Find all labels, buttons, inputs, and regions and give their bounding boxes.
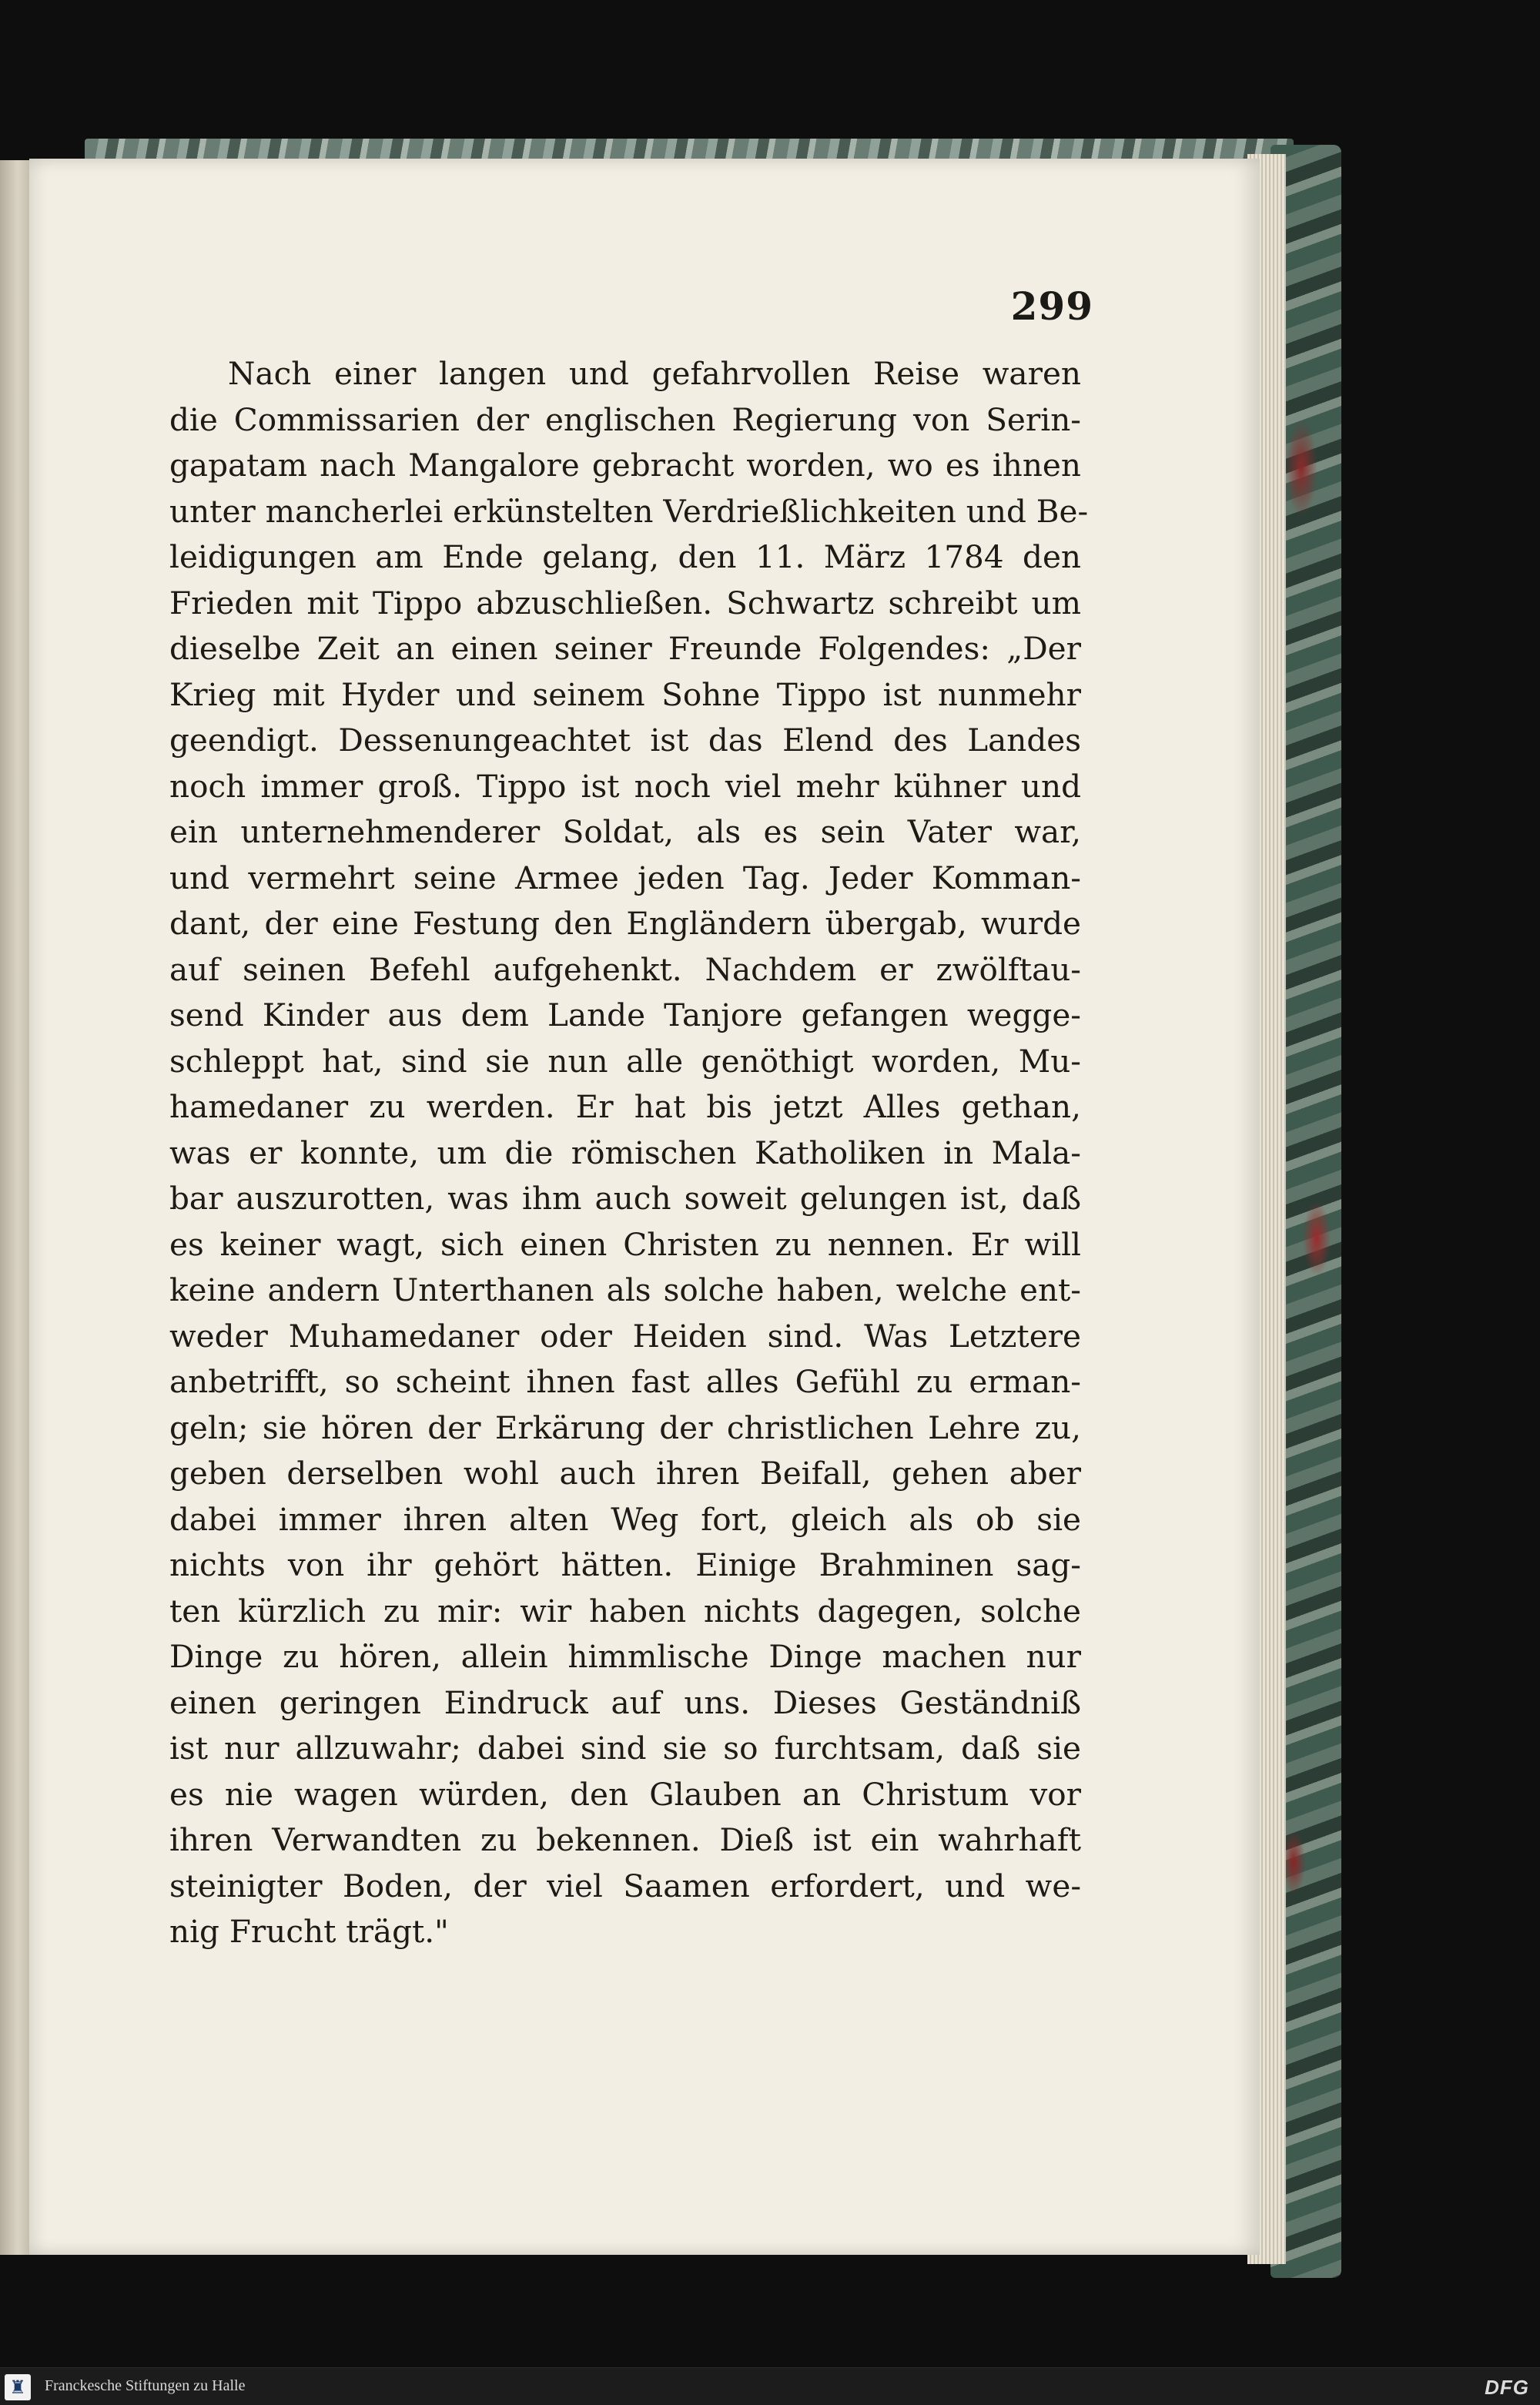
institution-name: Franckesche Stiftungen zu Halle (45, 2377, 246, 2394)
text-line: geendigt. Dessenungeachtet ist das Elend des Landes (169, 722, 1081, 759)
text-line: send Kinder aus dem Lande Tanjore gefangen wegge- (169, 997, 1081, 1033)
text-line: geln; sie hören der Erkärung der christlichen Lehre zu, (169, 1408, 1081, 1446)
text-line: Dinge zu hören, allein himmlische Dinge machen nur (169, 1638, 1081, 1675)
text-line: Krieg mit Hyder und seinem Sohne Tippo ist nunmehr (169, 675, 1081, 713)
text-line: dieselbe Zeit an einen seiner Freunde Folgendes: „Der (169, 630, 1081, 667)
text-line: es keiner wagt, sich einen Christen zu nennen. Er will (169, 1225, 1081, 1263)
text-line: Nach einer langen und gefahrvollen Reise waren (228, 355, 1081, 392)
text-line: anbetrifft, so scheint ihnen fast alles Gefühl zu erman- (169, 1363, 1081, 1400)
text-line: ein unternehmenderer Soldat, als es sein Vater war, (169, 813, 1081, 850)
text-line: ist nur allzuwahr; dabei sind sie so furchtsam, daß sie (169, 1730, 1081, 1767)
text-line: ihren Verwandten zu bekennen. Dieß ist ein wahrhaft (169, 1821, 1081, 1858)
text-line: schleppt hat, sind sie nun alle genöthigt worden, Mu- (169, 1042, 1081, 1080)
page-number: 299 (1010, 283, 1093, 329)
text-line: nig Frucht trägt." (169, 1913, 449, 1950)
text-line: nichts von ihr gehört hätten. Einige Brahminen sag- (169, 1546, 1081, 1583)
text-line: gapatam nach Mangalore gebracht worden, wo es ihnen (169, 447, 1081, 484)
text-line: es nie wagen würden, den Glauben an Christum vor (169, 1775, 1081, 1813)
text-line: ten kürzlich zu mir: wir haben nichts dagegen, solche (169, 1592, 1081, 1630)
text-line: bar auszurotten, was ihm auch soweit gelungen ist, daß (169, 1180, 1081, 1217)
book-left-board (0, 160, 31, 2255)
text-line: noch immer groß. Tippo ist noch viel mehr kühner und (169, 767, 1081, 805)
text-line: Frieden mit Tippo abzuschließen. Schwartz schreibt um (169, 584, 1081, 621)
text-line: leidigungen am Ende gelang, den 11. März 1784 den (169, 538, 1081, 575)
text-line: und vermehrt seine Armee jeden Tag. Jeder Komman- (169, 859, 1081, 896)
text-line: die Commissarien der englischen Regierung von Serin- (169, 400, 1081, 438)
text-line: einen geringen Eindruck auf uns. Dieses Geständniß (169, 1683, 1081, 1721)
dfg-logo: DFG (1485, 2376, 1529, 2399)
text-line: auf seinen Befehl aufgehenkt. Nachdem er zwölftau- (169, 950, 1081, 988)
text-line: unter mancherlei erkünstelten Verdrießlichkeiten und Be- (169, 492, 1089, 530)
body-text (169, 351, 1089, 1955)
text-line: steinigter Boden, der viel Saamen erfordert, und we- (169, 1867, 1081, 1904)
text-line: dabei immer ihren alten Weg fort, gleich als ob sie (169, 1500, 1081, 1538)
text-line: keine andern Unterthanen als solche haben, welche ent- (169, 1271, 1081, 1308)
text-line: hamedaner zu werden. Er hat bis jetzt Alles gethan, (169, 1088, 1081, 1125)
viewer-footer (0, 2367, 1540, 2405)
institution-logo-icon: ♜ (5, 2374, 31, 2400)
text-line: weder Muhamedaner oder Heiden sind. Was Letztere (169, 1317, 1081, 1355)
text-line: dant, der eine Festung den Engländern übergab, wurde (169, 905, 1081, 942)
text-line: was er konnte, um die römischen Katholiken in Mala- (169, 1134, 1081, 1171)
text-line: geben derselben wohl auch ihren Beifall, gehen aber (169, 1455, 1081, 1492)
